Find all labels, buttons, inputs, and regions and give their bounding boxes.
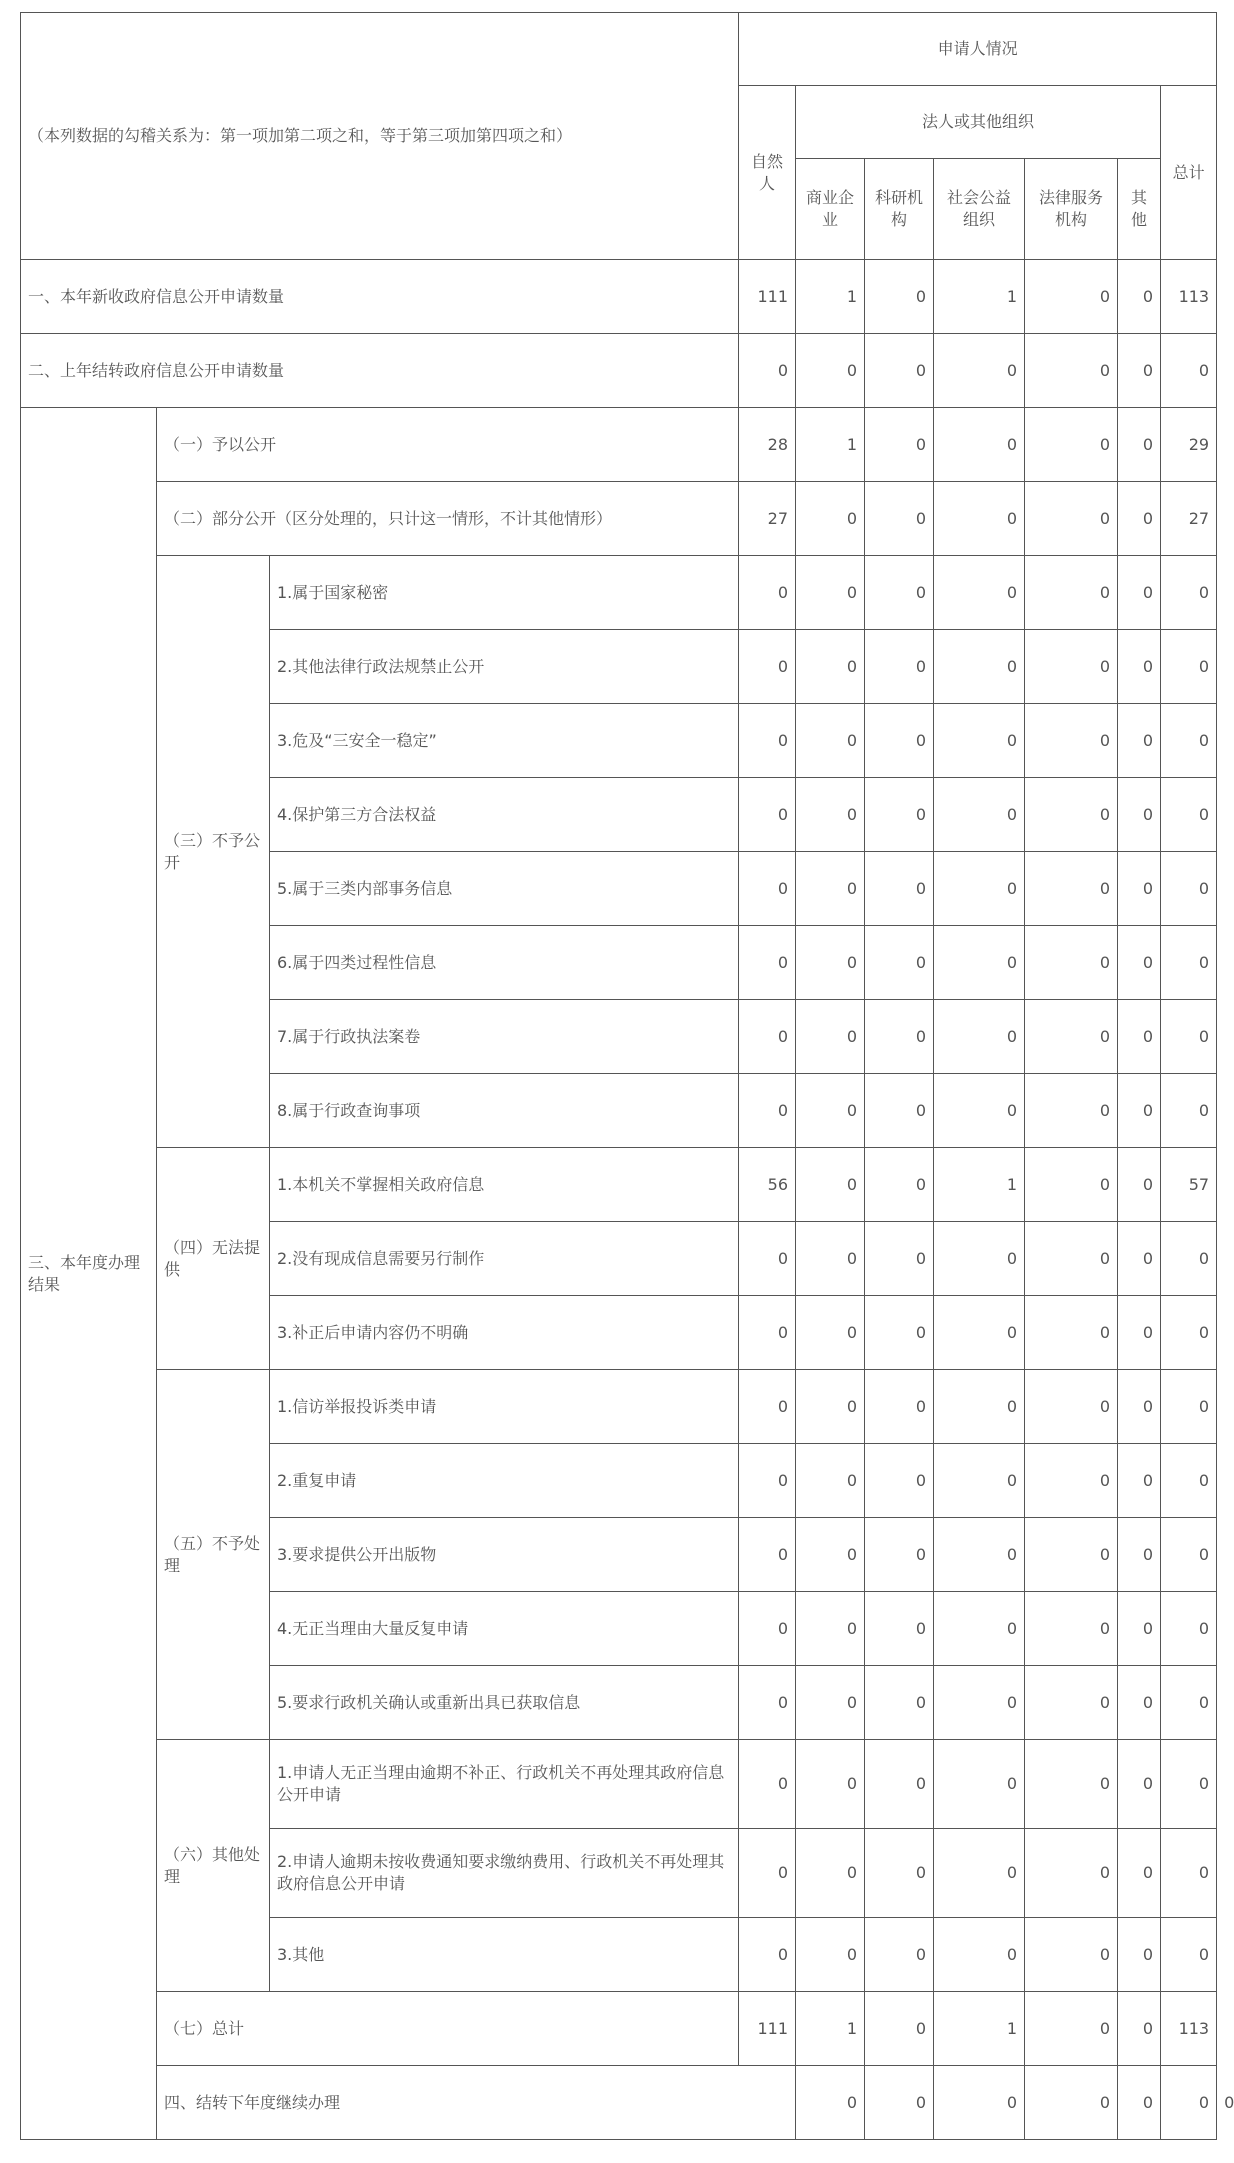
cell-value: 0: [865, 556, 934, 630]
cell-value: 0: [1161, 2066, 1217, 2140]
cell-value: 0: [934, 852, 1025, 926]
cell-value: 0: [796, 2066, 865, 2140]
subgroup-label: （六）其他处理: [157, 1740, 270, 1992]
cell-value: 0: [934, 1444, 1025, 1518]
cell-value: 0: [865, 260, 934, 334]
header-public-welfare: 社会公益组织: [934, 159, 1025, 260]
cell-value: 0: [865, 1222, 934, 1296]
cell-value: 0: [796, 334, 865, 408]
cell-value: 0: [739, 1444, 796, 1518]
item-label: 3.补正后申请内容仍不明确: [270, 1296, 739, 1370]
cell-value: 0: [1161, 704, 1217, 778]
cell-value: 0: [1025, 260, 1118, 334]
cell-value: 0: [934, 1518, 1025, 1592]
cell-value: 0: [796, 1518, 865, 1592]
cell-value: 0: [739, 1918, 796, 1992]
cell-value: 0: [1118, 1148, 1161, 1222]
item-label: 2.重复申请: [270, 1444, 739, 1518]
cell-value: 0: [739, 926, 796, 1000]
cell-value: 0: [1118, 926, 1161, 1000]
item-label: 2.申请人逾期未按收费通知要求缴纳费用、行政机关不再处理其政府信息公开申请: [270, 1829, 739, 1918]
header-other: 其他: [1118, 159, 1161, 260]
cell-value: 0: [796, 1829, 865, 1918]
cell-value: 0: [796, 778, 865, 852]
cell-value: 0: [796, 630, 865, 704]
cell-value: 0: [934, 1370, 1025, 1444]
table-row: [21, 482, 1217, 556]
cell-value: 0: [934, 1296, 1025, 1370]
cell-value: 0: [1161, 630, 1217, 704]
cell-value: 0: [1025, 1992, 1118, 2066]
cell-value: 0: [1161, 1000, 1217, 1074]
item-label: 2.其他法律行政法规禁止公开: [270, 630, 739, 704]
cell-value: 29: [1161, 408, 1217, 482]
cell-value: 0: [796, 1444, 865, 1518]
table-row: [21, 1148, 1217, 1222]
cell-value: 0: [1025, 2066, 1118, 2140]
cell-value: 0: [934, 1074, 1025, 1148]
subgroup-label: （五）不予处理: [157, 1370, 270, 1740]
item-label: 3.危及“三安全一稳定”: [270, 704, 739, 778]
cell-value: 0: [1118, 630, 1161, 704]
cell-value: 0: [1118, 260, 1161, 334]
item-label: 3.要求提供公开出版物: [270, 1518, 739, 1592]
cell-value: 0: [865, 1148, 934, 1222]
cell-value: 0: [865, 1992, 934, 2066]
cell-value: 0: [796, 1074, 865, 1148]
cell-value: 0: [1025, 704, 1118, 778]
cell-value: 0: [739, 1370, 796, 1444]
header-total: 总计: [1161, 86, 1217, 260]
cell-value: 1: [934, 1148, 1025, 1222]
cell-value: 0: [1025, 1148, 1118, 1222]
item-label: 3.其他: [270, 1918, 739, 1992]
cell-value: 0: [1118, 334, 1161, 408]
cell-value: 0: [1161, 1296, 1217, 1370]
item-label: 5.属于三类内部事务信息: [270, 852, 739, 926]
cell-value: 0: [1161, 556, 1217, 630]
cell-value: 0: [1118, 1592, 1161, 1666]
header-research: 科研机构: [865, 159, 934, 260]
cell-value: 0: [865, 630, 934, 704]
table-row: [21, 408, 1217, 482]
cell-value: 27: [1161, 482, 1217, 556]
cell-value: 0: [739, 334, 796, 408]
cell-value: 0: [865, 408, 934, 482]
cell-value: 0: [865, 852, 934, 926]
cell-value: 0: [1025, 1074, 1118, 1148]
cell-value: 0: [796, 1666, 865, 1740]
cell-value: 0: [865, 1074, 934, 1148]
cell-value: 0: [865, 334, 934, 408]
cell-value: 0: [796, 852, 865, 926]
cell-value: 0: [934, 630, 1025, 704]
cell-value: 0: [739, 556, 796, 630]
cell-value: 0: [934, 2066, 1025, 2140]
cell-value: 1: [796, 260, 865, 334]
group-label-results: 三、本年度办理结果: [21, 408, 157, 2140]
item-label: 4.保护第三方合法权益: [270, 778, 739, 852]
cell-value: 0: [1161, 852, 1217, 926]
cell-value: 0: [739, 704, 796, 778]
cell-value: 0: [865, 926, 934, 1000]
cell-value: 0: [796, 1296, 865, 1370]
cell-value: 0: [1118, 1518, 1161, 1592]
cell-value: 0: [1025, 1518, 1118, 1592]
cell-value: 0: [1118, 1370, 1161, 1444]
cell-value: 0: [1118, 1666, 1161, 1740]
cell-value: 0: [796, 1592, 865, 1666]
cell-value: 0: [1025, 1829, 1118, 1918]
cell-value: 0: [1161, 1592, 1217, 1666]
cell-value: 0: [865, 1296, 934, 1370]
cell-value: 0: [865, 482, 934, 556]
cell-value: 0: [1161, 778, 1217, 852]
cell-value: 0: [1025, 408, 1118, 482]
cell-value: 113: [1161, 260, 1217, 334]
cell-value: 0: [934, 408, 1025, 482]
cell-value: 0: [739, 1666, 796, 1740]
cell-value: 0: [934, 1666, 1025, 1740]
cell-value: 0: [796, 704, 865, 778]
header-commercial: 商业企业: [796, 159, 865, 260]
cell-value: 28: [739, 408, 796, 482]
cell-value: 0: [1161, 1829, 1217, 1918]
cell-value: 111: [739, 260, 796, 334]
cell-value: 0: [1161, 1074, 1217, 1148]
row-label: 四、结转下年度继续办理: [157, 2066, 796, 2140]
cell-value: 0: [934, 1918, 1025, 1992]
cell-value: 0: [1161, 1740, 1217, 1829]
table-row: [21, 1370, 1217, 1444]
item-label: 5.要求行政机关确认或重新出具已获取信息: [270, 1666, 739, 1740]
header-legal-org: 法人或其他组织: [796, 86, 1161, 159]
cell-value: 0: [1025, 334, 1118, 408]
cell-value: 1: [796, 1992, 865, 2066]
table-row: [21, 1740, 1217, 1829]
cell-value: 0: [934, 926, 1025, 1000]
cell-value: 0: [739, 1592, 796, 1666]
gov-info-disclosure-table: [20, 12, 1234, 2140]
cell-value: 0: [1118, 408, 1161, 482]
cell-value: 0: [934, 704, 1025, 778]
cell-value: 0: [934, 1000, 1025, 1074]
cell-value: 0: [865, 1518, 934, 1592]
row-label: （一）予以公开: [157, 408, 739, 482]
cell-value: 0: [1118, 1829, 1161, 1918]
item-label: 7.属于行政执法案卷: [270, 1000, 739, 1074]
header-natural-person: 自然人: [739, 86, 796, 260]
table-row: [21, 260, 1217, 334]
cell-value: 0: [865, 778, 934, 852]
cell-value: 0: [739, 1296, 796, 1370]
item-label: 1.申请人无正当理由逾期不补正、行政机关不再处理其政府信息公开申请: [270, 1740, 739, 1829]
cell-value: 0: [796, 1740, 865, 1829]
cell-value: 0: [865, 1000, 934, 1074]
cell-value: 0: [934, 1592, 1025, 1666]
cell-value: 0: [1025, 926, 1118, 1000]
cell-value: 0: [739, 1829, 796, 1918]
cell-value: 0: [1025, 1222, 1118, 1296]
cell-value: 0: [865, 1370, 934, 1444]
cell-value: 0: [796, 1000, 865, 1074]
item-label: 1.本机关不掌握相关政府信息: [270, 1148, 739, 1222]
cell-value: 0: [1118, 852, 1161, 926]
cell-value: 0: [865, 1740, 934, 1829]
cell-value: 0: [1025, 1370, 1118, 1444]
row-label: （二）部分公开（区分处理的，只计这一情形，不计其他情形）: [157, 482, 739, 556]
cell-value: 1: [796, 408, 865, 482]
cell-value: 0: [1118, 778, 1161, 852]
row-label: （七）总计: [157, 1992, 739, 2066]
cell-value: 0: [739, 1000, 796, 1074]
cell-value: 0: [796, 1222, 865, 1296]
item-label: 1.属于国家秘密: [270, 556, 739, 630]
cell-value: 57: [1161, 1148, 1217, 1222]
row-label: 二、上年结转政府信息公开申请数量: [21, 334, 739, 408]
cell-value: 0: [739, 778, 796, 852]
cell-value: 0: [1118, 1740, 1161, 1829]
cell-value: 0: [1025, 1592, 1118, 1666]
table-row: [21, 556, 1217, 630]
item-label: 1.信访举报投诉类申请: [270, 1370, 739, 1444]
cell-value: 0: [865, 704, 934, 778]
table-row: 四、结转下年度继续办理 0 0 0 0 0 0 0: [21, 2066, 1217, 2140]
item-label: 2.没有现成信息需要另行制作: [270, 1222, 739, 1296]
cell-value: 0: [739, 1518, 796, 1592]
cell-value: 0: [1118, 482, 1161, 556]
cell-value: 0: [934, 1829, 1025, 1918]
cell-value: 0: [1118, 1074, 1161, 1148]
cell-value: 0: [1025, 1740, 1118, 1829]
cell-value: 0: [1025, 1666, 1118, 1740]
cell-value: 0: [1118, 1444, 1161, 1518]
cell-value: 0: [739, 852, 796, 926]
cell-value: 0: [1025, 1918, 1118, 1992]
cell-value: 0: [1025, 1444, 1118, 1518]
cell-value: 113: [1161, 1992, 1217, 2066]
cell-value: 0: [1161, 1518, 1217, 1592]
cell-value: 0: [934, 334, 1025, 408]
cell-value: 0: [1025, 778, 1118, 852]
cell-value: 0: [1118, 2066, 1161, 2140]
cell-value: 0: [1025, 556, 1118, 630]
cell-value: 0: [1118, 704, 1161, 778]
cell-value: 0: [796, 482, 865, 556]
cell-value: 0: [1025, 482, 1118, 556]
cell-value: 0: [934, 778, 1025, 852]
item-label: 6.属于四类过程性信息: [270, 926, 739, 1000]
cell-value: 0: [796, 1370, 865, 1444]
cell-value: 0: [739, 1740, 796, 1829]
cell-value: 0: [1025, 852, 1118, 926]
cell-value: 0: [1025, 630, 1118, 704]
item-label: 4.无正当理由大量反复申请: [270, 1592, 739, 1666]
cell-value: 0: [1025, 1000, 1118, 1074]
cell-value: 0: [1161, 926, 1217, 1000]
cell-value: 56: [739, 1148, 796, 1222]
cell-value: 0: [739, 1074, 796, 1148]
cell-value: 0: [865, 1666, 934, 1740]
cell-value: 0: [1161, 1918, 1217, 1992]
cell-value: 0: [1118, 1992, 1161, 2066]
header-row-1: [21, 13, 1217, 86]
header-applicant: 申请人情况: [739, 13, 1217, 86]
cell-value: 0: [934, 556, 1025, 630]
cell-value: 0: [739, 630, 796, 704]
table-row: [21, 1992, 1217, 2066]
cell-value: 0: [934, 1740, 1025, 1829]
header-legal-service: 法律服务机构: [1025, 159, 1118, 260]
cell-value: 0: [1118, 556, 1161, 630]
subgroup-label: （三）不予公开: [157, 556, 270, 1148]
table-row: [21, 334, 1217, 408]
cell-value: 0: [865, 1829, 934, 1918]
cell-value: 0: [1118, 1222, 1161, 1296]
cell-value: 0: [1161, 1370, 1217, 1444]
cell-value: 0: [865, 1592, 934, 1666]
cell-value: 111: [739, 1992, 796, 2066]
row-label: 一、本年新收政府信息公开申请数量: [21, 260, 739, 334]
cell-value: 0: [1161, 1444, 1217, 1518]
cell-value: 0: [1161, 1666, 1217, 1740]
cell-value: 0: [865, 1918, 934, 1992]
cell-value: 0: [1118, 1000, 1161, 1074]
report-table-container: [20, 12, 1234, 2140]
item-label: 8.属于行政查询事项: [270, 1074, 739, 1148]
cell-value: 0: [934, 1222, 1025, 1296]
subgroup-label: （四）无法提供: [157, 1148, 270, 1370]
cell-value: 0: [796, 1918, 865, 1992]
cell-value: 27: [739, 482, 796, 556]
cell-value: 0: [865, 1444, 934, 1518]
cell-value: 0: [796, 926, 865, 1000]
cell-value: 0: [1118, 1918, 1161, 1992]
cell-value: 0: [739, 1222, 796, 1296]
cell-value: 1: [934, 260, 1025, 334]
header-note: （本列数据的勾稽关系为：第一项加第二项之和，等于第三项加第四项之和）: [21, 13, 739, 260]
cell-value: 0: [865, 2066, 934, 2140]
cell-value: 0: [1025, 1296, 1118, 1370]
cell-value: 0: [796, 556, 865, 630]
cell-value: 0: [934, 482, 1025, 556]
cell-value: 0: [1161, 334, 1217, 408]
cell-value: 0: [1161, 1222, 1217, 1296]
cell-value: 1: [934, 1992, 1025, 2066]
cell-value: 0: [796, 1148, 865, 1222]
cell-value: 0: [1118, 1296, 1161, 1370]
